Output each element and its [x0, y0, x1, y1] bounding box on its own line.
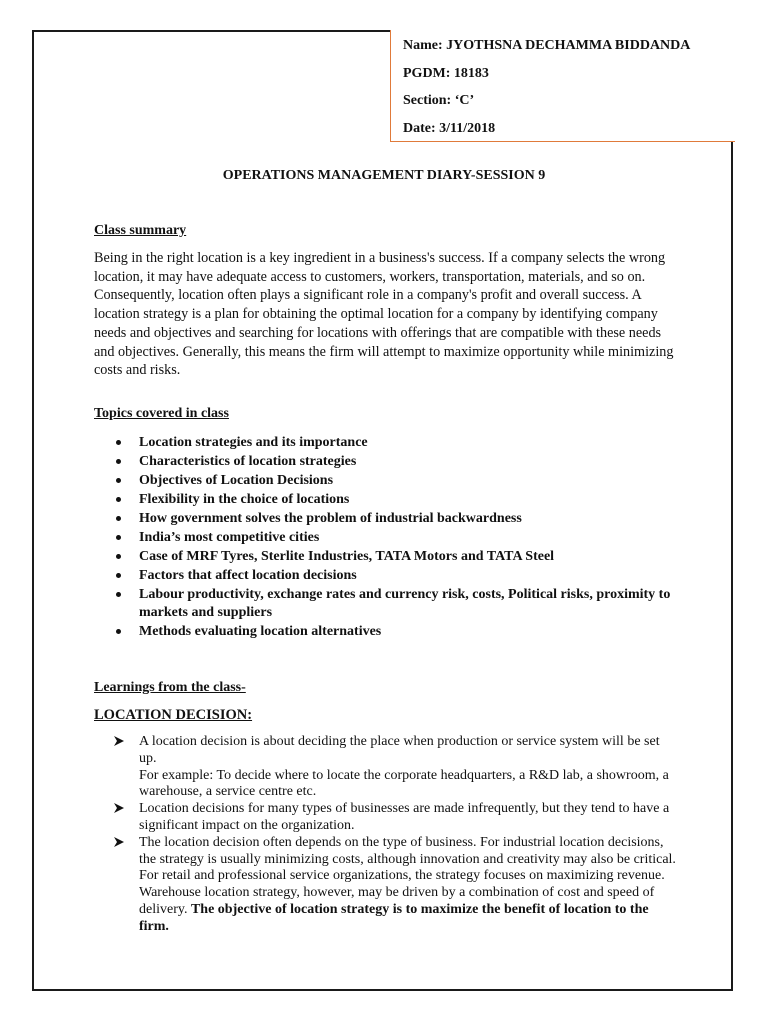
arrow-bullet-icon: [113, 735, 127, 749]
learning-text: [139, 835, 678, 936]
arrow-bullet-icon: [113, 802, 127, 816]
learning-example: For example: To decide where to locate the corporate headquarters, a R&D lab, a showroom, a warehouse, a service centre etc.: [139, 767, 669, 800]
student-pgdm: PGDM: 18183: [403, 66, 489, 81]
learnings-list: [113, 734, 678, 936]
list-item: [113, 734, 678, 801]
class-summary-text: Being in the right location is a key ingredient in a business's success. If a company selects the wrong location, it may have adequate access to customers, workers, transportation, materials, and so on. Consequently, location often plays a significant role in a company's profit and overall success. A location strategy is a plan for obtaining the optimal location for a company by identifying company needs and objectives and searching for locations with offerings that are compatible with these needs and objectives. Generally, this means the firm will attempt to maximize opportunity while minimizing costs and risks.: [94, 250, 674, 379]
student-section: Section: ‘C’: [403, 93, 475, 108]
list-item: [113, 801, 678, 835]
topics-heading: Topics covered in class: [94, 406, 229, 421]
document-title: OPERATIONS MANAGEMENT DIARY-SESSION 9: [222, 168, 546, 183]
learning-text: A location decision is about deciding the place when production or service system will be set up.: [139, 734, 660, 766]
list-item: Characteristics of location strategies: [113, 453, 673, 471]
list-item: Case of MRF Tyres, Sterlite Industries, TATA Motors and TATA Steel: [113, 548, 673, 566]
list-item: Methods evaluating location alternatives: [113, 623, 673, 641]
arrow-bullet-icon: [113, 836, 127, 850]
list-item: How government solves the problem of industrial backwardness: [113, 510, 673, 528]
learning-text: Location decisions for many types of businesses are made infrequently, but they tend to have a significant impact on the organization.: [139, 801, 670, 833]
learning-text-body: The location decision often depends on the type of business. For industrial location decisions, the strategy is usually minimizing costs, although innovation and creativity may also be critical. For retail and professional service organizations, the strategy focuses on maximizing revenue. Warehouse location strategy, however, may be driven by a combination of cost and speed of delivery.: [139, 834, 676, 917]
list-item: Flexibility in the choice of locations: [113, 491, 673, 509]
date: Date: 3/11/2018: [403, 121, 496, 136]
list-item: Location strategies and its importance: [113, 434, 673, 452]
student-name: Name: JYOTHSNA DECHAMMA BIDDANDA: [403, 38, 691, 53]
list-item: India’s most competitive cities: [113, 529, 673, 547]
list-item: Objectives of Location Decisions: [113, 472, 673, 490]
learning-text-emphasis: The objective of location strategy is to maximize the benefit of location to the firm.: [139, 901, 649, 934]
list-item: Labour productivity, exchange rates and currency risk, costs, Political risks, proximity to markets and suppliers: [113, 586, 673, 621]
location-decision-heading: LOCATION DECISION:: [94, 707, 253, 723]
list-item: Factors that affect location decisions: [113, 567, 673, 585]
list-item: [113, 835, 678, 936]
topics-list: [113, 434, 673, 642]
student-info-box: [390, 30, 735, 142]
learnings-heading: Learnings from the class-: [94, 680, 246, 695]
class-summary-heading: Class summary: [94, 223, 187, 238]
